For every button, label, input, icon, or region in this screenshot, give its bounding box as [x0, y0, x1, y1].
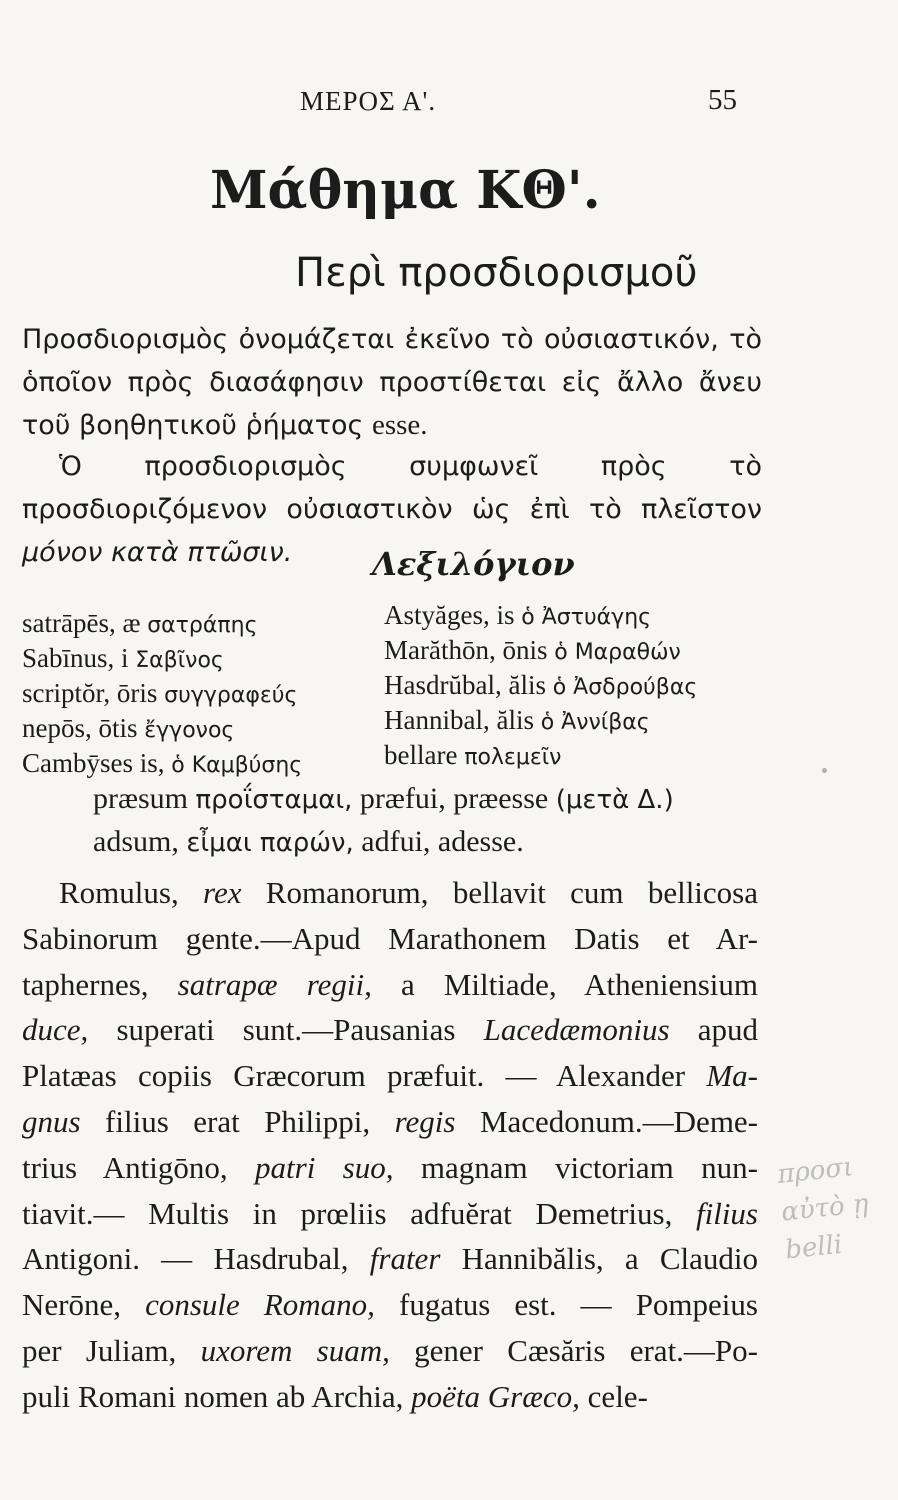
lexicon-greek: συγγραφεύς [164, 683, 298, 708]
intro-p2-greek: Ὁ προσδιορισμὸς συμφωνεῖ πρὸς τὸ προσδιοριζόμενον οὐσιαστικὸν ὡς ἐπὶ τὸ πλεῖστον [22, 451, 762, 525]
verb-greek: εἶμαι παρών, [186, 828, 354, 858]
exercise-line: Nerōne, consule Romano, fugatus est. — Pompeius [22, 1287, 758, 1323]
lexicon-entry [384, 739, 697, 774]
verb-forms: præfui, præesse [359, 782, 549, 815]
lexicon-entry [22, 712, 302, 747]
intro-p1-latin: esse. [371, 409, 428, 441]
lesson-title: Μάθημα ΚΘ'. [210, 160, 601, 221]
lexicon-greek: ὁ Ἀστυάγης [521, 605, 652, 630]
verb-latin: adsum, [93, 825, 179, 858]
margin-scribble-line: αὐτὸ ῃ [779, 1188, 870, 1228]
lexicon-greek: ὁ Ἀννίβας [540, 710, 650, 735]
exercise-line: Antigoni. — Hasdrubal, frater Hannibălis, a Claudio [22, 1241, 758, 1277]
lexicon-greek: ὁ Μαραθών [554, 640, 681, 665]
verb-line-1 [93, 782, 674, 816]
intro-p2-emphasis: μόνον κατὰ πτῶσιν. [22, 537, 293, 568]
verb-line-2 [93, 825, 524, 859]
lexicon-latin: Sabīnus, i [22, 643, 129, 673]
lexicon-entry [384, 669, 697, 704]
lexicon-greek: πολεμεῖν [464, 745, 562, 770]
exercise-line: per Juliam, uxorem suam, gener Cæsăris erat.—Po- [22, 1332, 758, 1368]
margin-scribble-line: belli [783, 1229, 844, 1266]
lexicon-entry [22, 607, 302, 642]
running-head: ΜΕΡΟΣ Α'. [300, 86, 437, 116]
section-title: Περὶ προσδιορισμοῦ [295, 250, 698, 296]
lexicon-latin: scriptŏr, ōris [22, 678, 158, 708]
lexicon-entry [22, 642, 302, 677]
exercise-line: tiavit.— Multis in prœliis adfuĕrat Demetrius, filius [22, 1195, 758, 1231]
ink-speck [822, 768, 827, 773]
verb-note: (μετὰ Δ.) [555, 785, 674, 815]
exercise-line: Romulus, rex Romanorum, bellavit cum bellicosa [59, 875, 759, 910]
lexicon-entry [384, 704, 697, 739]
lexicon-greek: ἔγγονος [144, 718, 235, 743]
exercise-line: Sabinorum gente.—Apud Marathonem Datis et Ar- [22, 920, 758, 956]
page-number: 55 [708, 84, 737, 116]
verb-latin: præsum [93, 782, 189, 815]
exercise-line: gnus filius erat Philippi, regis Macedonum.—Deme- [22, 1103, 759, 1139]
exercise-line: trius Antigōno, patri suo, magnam victoriam nun- [22, 1149, 758, 1185]
lexicon-latin: Astyăges, is [384, 600, 515, 630]
lexicon-greek: ὁ Ἀσδρούβας [552, 675, 698, 700]
verb-greek: προΐσταμαι, [195, 785, 353, 815]
verb-forms: adfui, adesse. [361, 825, 524, 858]
lexicon-entry [22, 747, 302, 782]
intro-paragraph-1 [22, 318, 762, 447]
lexicon-title: Λεξιλόγιον [372, 545, 575, 583]
lexicon-latin: Hasdrŭbal, ălis [384, 670, 546, 700]
exercise-line: Platæas copiis Græcorum præfuit. — Alexander Ma- [22, 1058, 758, 1094]
exercise-line: puli Romani nomen ab Archia, poëta Græco, cele- [22, 1378, 648, 1414]
exercise-line: taphernes, satrapæ regii, a Miltiade, Atheniensium [22, 966, 758, 1002]
intro-p1-greek: Προσδιορισμὸς ὀνομάζεται ἐκεῖνο τὸ οὐσιαστικόν, τὸ ὁποῖον πρὸς διασάφησιν προστίθεται εἰς ἄλλο ἄνευ τοῦ βοηθητικοῦ ῥήματος [22, 324, 762, 441]
lexicon-greek: ὁ Καμβύσης [171, 753, 303, 778]
exercise-line: duce, superati sunt.—Pausanias Lacedæmonius apud [22, 1012, 758, 1048]
margin-scribble-line: προσι [775, 1152, 855, 1190]
lexicon-latin: satrāpēs, æ [22, 608, 141, 638]
lexicon-greek: Σαβῖνος [135, 648, 224, 673]
lexicon-latin: Hannibal, ălis [384, 705, 534, 735]
lexicon-latin: bellare [384, 740, 458, 770]
lexicon-latin: Marăthōn, ōnis [384, 635, 548, 665]
lexicon-greek: σατράπης [147, 613, 258, 638]
margin-scribble [776, 1145, 898, 1286]
lexicon-entry [384, 634, 697, 669]
exercise-text [22, 870, 758, 1420]
lexicon-latin: Cambȳses is, [22, 748, 165, 778]
lexicon-entry [22, 677, 302, 712]
lexicon-entry [384, 599, 697, 634]
lexicon-right-column [384, 599, 697, 774]
lexicon-left-column [22, 607, 302, 782]
lexicon-latin: nepōs, ōtis [22, 713, 138, 743]
